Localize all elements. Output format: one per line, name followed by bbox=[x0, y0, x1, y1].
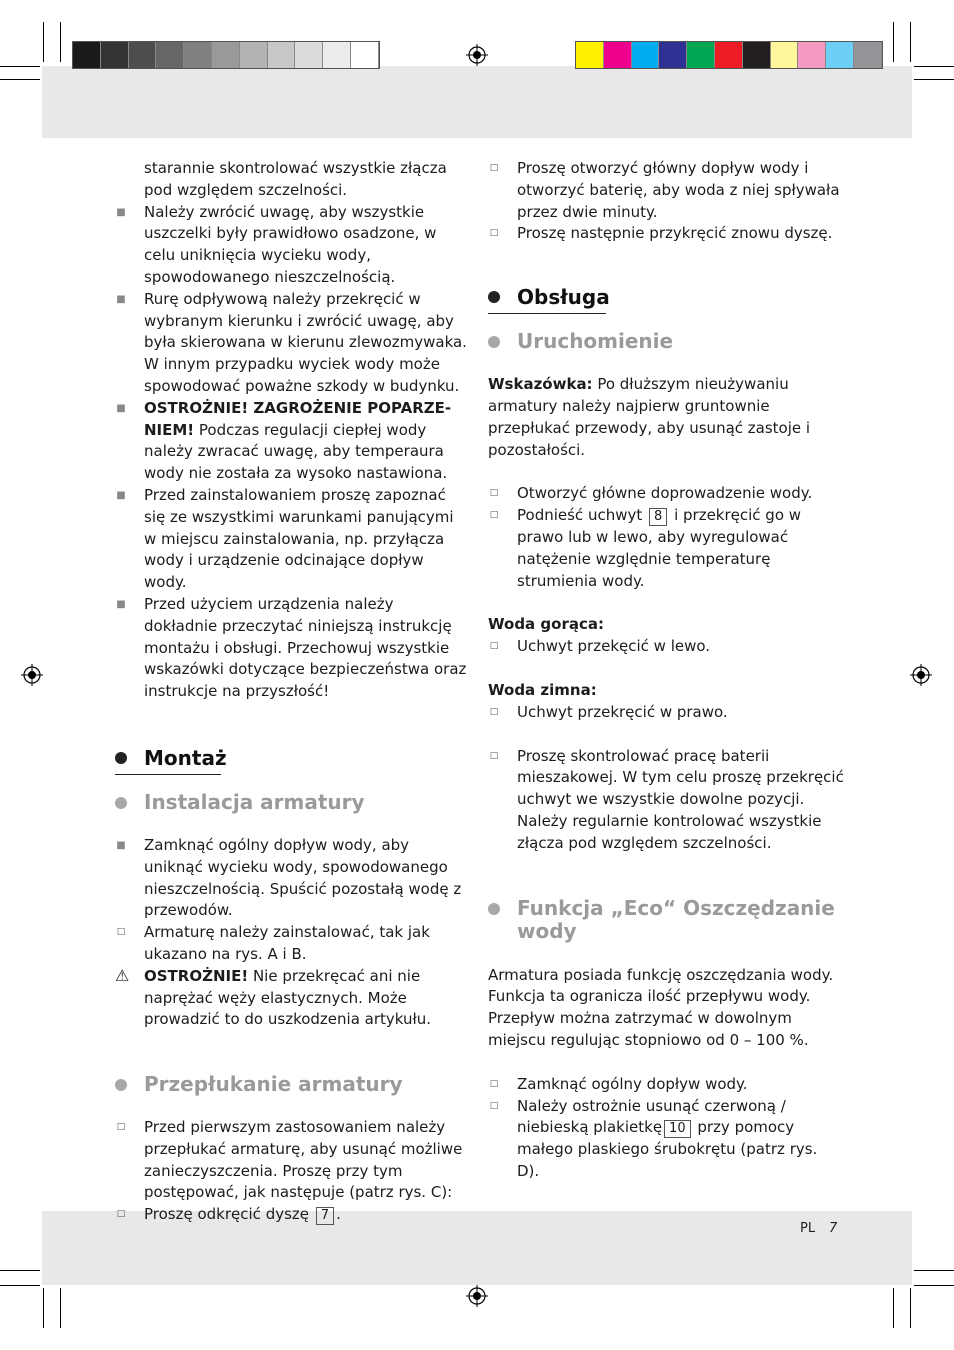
color-swatch bbox=[771, 42, 799, 68]
registration-mark-icon bbox=[910, 664, 932, 686]
list-item: starannie skontrolować wszystkie złącza pod względem szczelności. bbox=[144, 159, 447, 199]
gray-swatch bbox=[323, 42, 351, 68]
gray-swatch bbox=[129, 42, 157, 68]
gray-swatch bbox=[351, 42, 379, 68]
list-item: □ Należy ostrożnie usunąć czerwoną / niebieską plakietkę 10 przy pomocy małego plaskiego śrubokrętu (patrz rys. D). bbox=[489, 1096, 818, 1180]
color-swatch bbox=[632, 42, 660, 68]
header-band bbox=[42, 66, 912, 138]
subsection-heading-uruchomienie: Uruchomienie bbox=[488, 330, 844, 352]
checkbox-bullet-icon: □ bbox=[489, 488, 499, 499]
checkbox-bullet-icon: □ bbox=[489, 1100, 499, 1111]
left-column bbox=[115, 158, 467, 1226]
list-item: ■ Należy zwrócić uwagę, aby wszystkie uszczelki były prawidłowo osadzone, w celu uniknięcia wycieku wody, spowodowanego nieszczelnością. bbox=[116, 202, 437, 286]
color-swatch bbox=[826, 42, 854, 68]
gray-swatch bbox=[156, 42, 184, 68]
section-heading-montaz: Montaż bbox=[115, 746, 467, 770]
bullet-dot-icon bbox=[115, 1079, 127, 1091]
list-item: □ Podnieść uchwyt 8 i przekręcić go w prawo lub w lewo, aby wyregulować natężenie względnie temperaturę strumienia wody. bbox=[489, 506, 802, 590]
part-number-box: 8 bbox=[649, 508, 667, 526]
color-swatch bbox=[576, 42, 604, 68]
page-number: 7 bbox=[829, 1221, 838, 1236]
checkbox-bullet-icon: □ bbox=[489, 1078, 499, 1089]
checkbox-bullet-icon: □ bbox=[116, 927, 126, 938]
registration-mark-icon bbox=[466, 1285, 488, 1307]
color-swatch bbox=[743, 42, 771, 68]
list-item: □ Proszę odkręcić dyszę 7 . bbox=[115, 1204, 467, 1226]
gray-swatch bbox=[295, 42, 323, 68]
hint-paragraph: Wskazówka: Po dłuższym nieużywaniu armatury należy najpierw gruntownie przepłukać przewody, aby usunąć zastoje i pozostałości. bbox=[488, 375, 811, 459]
square-bullet-icon: ■ bbox=[116, 293, 126, 305]
hot-water-label: Woda gorąca: bbox=[488, 615, 604, 634]
warning-label: OSTROŻNIE! bbox=[144, 966, 249, 985]
bullet-dot-icon bbox=[488, 291, 500, 303]
subsection-heading-przeplukanie: Przepłukanie armatury bbox=[115, 1073, 467, 1095]
language-code: PL bbox=[800, 1221, 816, 1236]
gray-swatch bbox=[268, 42, 296, 68]
bullet-dot-icon bbox=[115, 752, 127, 764]
list-item: ■ Przed zainstalowaniem proszę zapoznać się ze wszystkimi warunkami panującymi w miejscu zainstalowania, np. przyłącza wody i urządzenie odcinające dopływ wody. bbox=[116, 485, 454, 592]
subsection-heading-eco: Funkcja „Eco“ Oszczędzanie wody bbox=[488, 897, 844, 943]
list-item: □ Otworzyć główne doprowadzenie wody. bbox=[488, 483, 844, 505]
section-heading-obsluga: Obsługa bbox=[488, 285, 844, 309]
color-swatch bbox=[604, 42, 632, 68]
square-bullet-icon: ■ bbox=[116, 839, 126, 851]
checkbox-bullet-icon: □ bbox=[489, 750, 499, 761]
list-item: □ Uchwyt przekęcić w lewo. bbox=[488, 636, 844, 658]
checkbox-bullet-icon: □ bbox=[489, 641, 499, 652]
gray-swatch bbox=[101, 42, 129, 68]
bullet-dot-icon bbox=[488, 903, 500, 915]
registration-mark-icon bbox=[466, 44, 488, 66]
gray-swatch bbox=[240, 42, 268, 68]
list-item: □ Przed pierwszym zastosowaniem należy przepłukać armaturę, aby usunąć możliwe zanieczyszczenia. Proszę przy tym postępować, jak następuje (patrz rys. C): bbox=[116, 1118, 463, 1202]
square-bullet-icon: ■ bbox=[116, 206, 126, 218]
part-number-box: 10 bbox=[664, 1120, 691, 1138]
list-item: ■ OSTROŻNIE! ZAGROŻENIE POPARZENIEM! Podczas regulacji ciepłej wody należy zwracać uwagę, aby temperaura wody nie została za wysoko nastawiona. bbox=[116, 398, 452, 483]
list-item: □ Armaturę należy zainstalować, tak jak ukazano na rys. A i B. bbox=[116, 923, 430, 963]
bullet-dot-icon bbox=[115, 797, 127, 809]
part-number-box: 7 bbox=[316, 1207, 334, 1225]
registration-mark-icon bbox=[21, 664, 43, 686]
cold-water-label: Woda zimna: bbox=[488, 680, 597, 699]
checkbox-bullet-icon: □ bbox=[489, 510, 499, 521]
checkbox-bullet-icon: □ bbox=[489, 706, 499, 717]
warning-label: OSTROŻNIE! ZAGROŻENIE POPARZENIEM! bbox=[144, 398, 452, 439]
eco-paragraph: Armatura posiada funkcję oszczędzania wody. Funkcja ta ogranicza ilość przepływu wody. Przepływ można zatrzymać w dowolnym miejscu regulując stopniowo od 0 – 100 %. bbox=[488, 965, 834, 1049]
list-item: □ Proszę skontrolować pracę baterii mieszakowej. W tym celu proszę przekręcić uchwyt we wszystkie dowolne pozycji. Należy regularnie kontrolować wszystkie złącza pod względem szczelności. bbox=[489, 746, 844, 852]
list-item: ■ Przed użyciem urządzenia należy dokładnie przeczytać niniejszą instrukcję montażu i obsługi. Przechowuj wszystkie wskazówki dotyczące bezpieczeństwa oraz instrukcje na przyszłość! bbox=[116, 594, 467, 701]
color-swatch bbox=[687, 42, 715, 68]
warning-item: ⚠ OSTROŻNIE! Nie przekręcać ani nie naprężać węży elastycznych. Może prowadzić to do uszkodzenia artykułu. bbox=[115, 965, 432, 1029]
color-swatch bbox=[659, 42, 687, 68]
gray-swatch bbox=[73, 42, 101, 68]
square-bullet-icon: ■ bbox=[116, 598, 126, 610]
warning-triangle-icon: ⚠ bbox=[115, 965, 130, 985]
color-swatch bbox=[715, 42, 743, 68]
square-bullet-icon: ■ bbox=[116, 402, 126, 414]
list-item: □ Proszę następnie przykręcić znowu dyszę. bbox=[488, 223, 844, 245]
list-item: □ Uchwyt przekręcić w prawo. bbox=[488, 702, 844, 724]
checkbox-bullet-icon: □ bbox=[489, 228, 499, 239]
color-swatch bbox=[798, 42, 826, 68]
color-swatch bbox=[854, 42, 882, 68]
right-column bbox=[488, 158, 844, 1183]
list-item: □ Zamknąć ogólny dopływ wody. bbox=[488, 1074, 844, 1096]
subsection-heading-instalacja: Instalacja armatury bbox=[115, 791, 467, 813]
gray-swatch bbox=[212, 42, 240, 68]
square-bullet-icon: ■ bbox=[116, 489, 126, 501]
grayscale-color-bar bbox=[72, 41, 380, 69]
list-item: ■ Rurę odpływową należy przekręcić w wybranym kierunku i zwrócić uwagę, aby była skierowana w kierunu zlewozmywaka. W innym przypadku wyciek wody może spowodować poważne szkody w budynku. bbox=[116, 289, 467, 395]
checkbox-bullet-icon: □ bbox=[116, 1122, 126, 1133]
list-item: □ Proszę otworzyć główny dopływ wody i otworzyć baterię, aby woda z niej spływała przez dwie minuty. bbox=[489, 159, 840, 221]
checkbox-bullet-icon: □ bbox=[489, 163, 499, 173]
process-color-bar bbox=[575, 41, 883, 69]
checkbox-bullet-icon: □ bbox=[116, 1209, 126, 1220]
bullet-dot-icon bbox=[488, 336, 500, 348]
list-item: ■ Zamknąć ogólny dopływ wody, aby uniknąć wycieku wody, spowodowanego nieszczelnością. Spuścić pozostałą wodę z przewodów. bbox=[116, 835, 462, 920]
gray-swatch bbox=[184, 42, 212, 68]
